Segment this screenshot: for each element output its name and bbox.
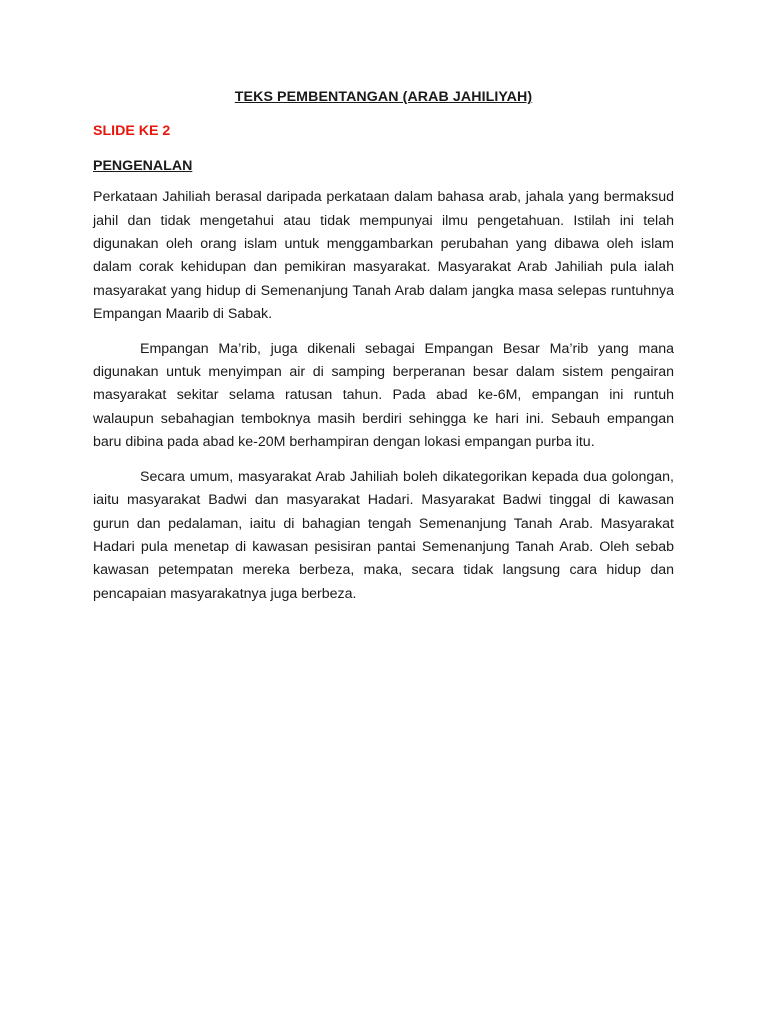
- paragraph-golongan-masyarakat: Secara umum, masyarakat Arab Jahiliah boleh dikategorikan kepada dua golongan, iaitu masyarakat Badwi dan masyarakat Hadari. Masyarakat Badwi tinggal di kawasan gurun dan pedalaman, iaitu di bahagian tengah Semenanjung Tanah Arab. Masyarakat Hadari pula menetap di kawasan pesisiran pantai Semenanjung Tanah Arab. Oleh sebab kawasan petempatan mereka berbeza, maka, secara tidak langsung cara hidup dan pencapaian masyarakatnya juga berbeza.: [93, 468, 674, 602]
- paragraph-introduction: Perkataan Jahiliah berasal daripada perkataan dalam bahasa arab, jahala yang bermaksud jahil dan tidak mengetahui atau tidak mempunyai ilmu pengetahuan. Istilah ini telah digunakan oleh orang islam untuk menggambarkan perubahan yang dibawa oleh islam dalam corak kehidupan dan pemikiran masyarakat. Masyarakat Arab Jahiliah pula ialah masyarakat yang hidup di Semenanjung Tanah Arab dalam jangka masa selepas runtuhnya Empangan Maarib di Sabak.: [93, 189, 674, 323]
- slide-label: SLIDE KE 2: [93, 123, 171, 140]
- section-heading: PENGENALAN: [93, 157, 193, 174]
- paragraph-empangan-marib: Empangan Ma’rib, juga dikenali sebagai Empangan Besar Ma’rib yang mana digunakan untuk menyimpan air di samping berperanan besar dalam sistem pengairan masyarakat sekitar selama ratusan tahun. Pada abad ke-6M, empangan ini runtuh walaupun sebahagian temboknya masih berdiri sehingga ke hari ini. Sebauh empangan baru dibina pada abad ke-20M berhampiran dengan lokasi empangan purba itu.: [93, 340, 674, 451]
- document-title: TEKS PEMBENTANGAN (ARAB JAHILIYAH): [234, 89, 533, 105]
